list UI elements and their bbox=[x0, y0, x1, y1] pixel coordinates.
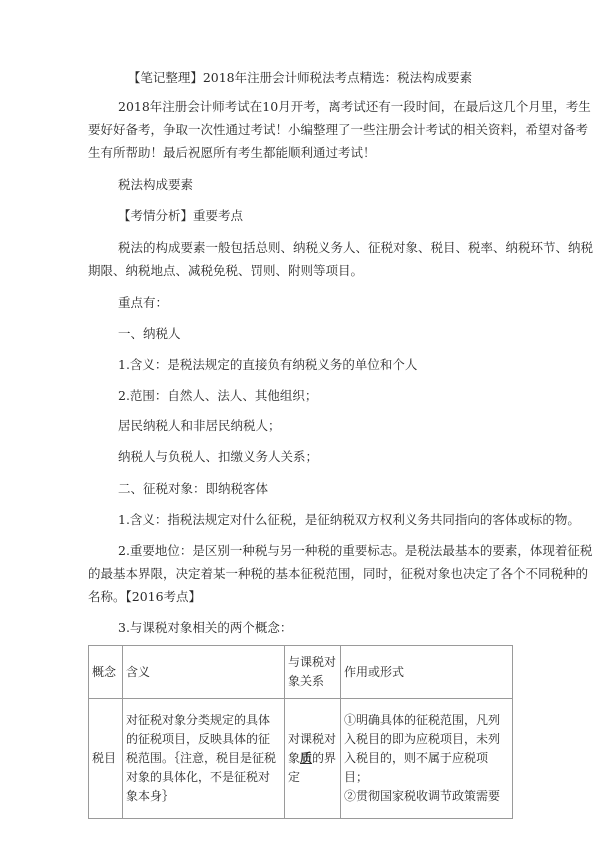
section-heading: 税法构成要素 bbox=[118, 177, 194, 192]
part2-item-1: 1.含义：指税法规定对什么征税，是征纳税双方权利义务共同指向的客体或标的物。 bbox=[118, 512, 580, 527]
table-cell-relation bbox=[285, 699, 341, 819]
part1-heading: 一、纳税人 bbox=[118, 326, 181, 341]
part2-item-2-line-3: 名称。【2016考点】 bbox=[88, 589, 202, 604]
table-header-cell: 与课税对象关系 bbox=[285, 646, 341, 699]
part2-item-2-line-2: 的最基本界限，决定着某一种税的基本征税范围，同时，征税对象也决定了各个不同税种的 bbox=[88, 566, 589, 581]
relation-text-post: 的界定 bbox=[288, 751, 337, 784]
part1-line-4: 纳税人与负税人、扣缴义务人关系； bbox=[118, 449, 319, 464]
table-header-cell: 作用或形式 bbox=[341, 646, 513, 699]
table-cell-concept: 税目 bbox=[89, 699, 123, 819]
table-header-cell: 概念 bbox=[89, 646, 123, 699]
elements-line-1: 税法的构成要素一般包括总则、纳税义务人、征税对象、税目、税率、纳税环节、纳税 bbox=[118, 240, 594, 255]
concepts-table bbox=[88, 645, 513, 819]
key-points-label: 重点有： bbox=[118, 295, 169, 310]
elements-line-2: 期限、纳税地点、减税免税、罚则、附则等项目。 bbox=[88, 263, 364, 278]
part1-item-1: 1.含义：是税法规定的直接负有纳税义务的单位和个人 bbox=[118, 357, 418, 372]
table-cell-meaning: 对征税对象分类规定的具体的征税项目，反映具体的征税范围。｛注意，税目是征税对象的具体化，不是征税对象本身｝ bbox=[123, 699, 285, 819]
effect-line: ②贯彻国家税收调节政策需要 bbox=[344, 789, 501, 803]
intro-line-2: 要好好备考，争取一次性通过考试！小编整理了一些注册会计考试的相关资料，希望对备考 bbox=[88, 122, 589, 137]
part1-line-3: 居民纳税人和非居民纳税人； bbox=[118, 418, 281, 433]
part2-heading: 二、征税对象：即纳税客体 bbox=[118, 481, 269, 496]
part1-item-2: 2.范围：自然人、法人、其他组织； bbox=[118, 388, 318, 403]
intro-line-1: 2018年注册会计师考试在10月开考，离考试还有一段时间，在最后这几个月里，考生 bbox=[118, 99, 591, 114]
relation-text-pre: 对课税对象 bbox=[288, 732, 337, 765]
table-header-row bbox=[89, 646, 513, 699]
relation-text-emphasis: 质 bbox=[300, 751, 313, 765]
intro-line-3: 生有所帮助！最后祝愿所有考生都能顺利通过考试！ bbox=[88, 145, 376, 160]
table-row bbox=[89, 699, 513, 819]
part2-item-3: 3.与课税对象相关的两个概念： bbox=[118, 620, 293, 635]
table-header-cell: 含义 bbox=[123, 646, 285, 699]
page-title: 【笔记整理】2018年注册会计师税法考点精选：税法构成要素 bbox=[127, 70, 473, 85]
part2-item-2-line-1: 2.重要地位：是区别一种税与另一种税的重要标志。是税法最基本的要素，体现着征税 bbox=[118, 543, 593, 558]
table-cell-effect bbox=[341, 699, 513, 819]
analysis-label: 【考情分析】重要考点 bbox=[118, 208, 244, 223]
effect-line: ①明确具体的征税范围，凡列入税目的即为应税项目，未列入税目的，则不属于应税项目； bbox=[344, 713, 501, 784]
